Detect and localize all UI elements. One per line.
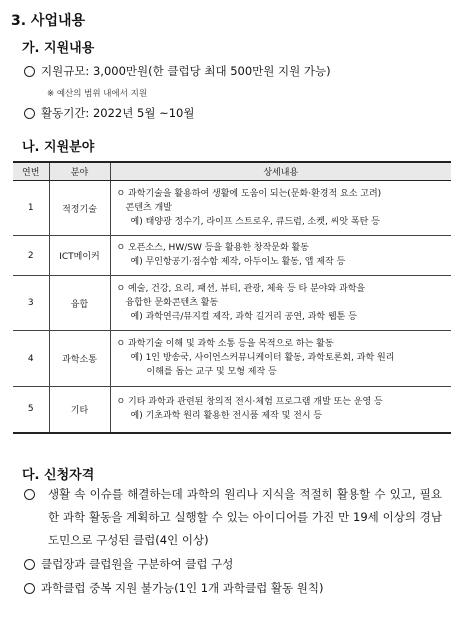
row-detail: ㅇ 오픈소스, HW/SW 등을 활용한 창작문화 활동 예) 무인항공기·점수함 제작, 아두이노 활동, 앱 제작 등 — [110, 236, 451, 276]
row-detail: ㅇ 기타 과학과 관련된 창의적 전시·체험 프로그램 개발 또는 운영 등 예) 기초과학 원리 활용한 전시품 제작 및 전시 등 — [110, 387, 451, 433]
row-field: 융합 — [49, 276, 110, 331]
support-scale-item — [24, 63, 331, 79]
circle-bullet-icon — [24, 583, 35, 594]
row-no: 1 — [13, 181, 49, 236]
row-detail: ㅇ 과학기술을 활용하여 생활에 도움이 되는(문화·환경적 요소 고려) 콘텐츠 개발 예) 태양광 정수기, 라이프 스트로우, 큐드럼, 소켓, 씨앗 폭탄 등 — [110, 181, 451, 236]
subsection-title-eligibility: 다. 신청자격 — [22, 468, 95, 483]
row-field: 적정기술 — [49, 181, 110, 236]
table-row — [13, 236, 451, 276]
table-row — [13, 276, 451, 331]
row-no: 3 — [13, 276, 49, 331]
row-detail: ㅇ 예술, 건강, 요리, 패션, 뷰티, 관광, 체육 등 타 분야와 과학을 융합한 문화콘텐츠 활동 예) 과학연극/뮤지컬 제작, 과학 길거리 공연, 과학 웹툰 등 — [110, 276, 451, 331]
circle-bullet-icon — [24, 559, 35, 570]
row-no: 5 — [13, 387, 49, 433]
table-row — [13, 331, 451, 387]
header-field: 분야 — [49, 162, 110, 181]
table-header-row — [13, 162, 451, 181]
circle-bullet-icon — [24, 489, 35, 500]
circle-bullet-icon — [24, 108, 35, 119]
eligibility-item-3 — [24, 580, 323, 596]
activity-period-item — [24, 105, 194, 121]
subsection-title-fields: 나. 지원분야 — [22, 140, 95, 155]
activity-period-text: 활동기간: 2022년 5월 ~10월 — [41, 106, 195, 120]
row-no: 4 — [13, 331, 49, 387]
header-no: 연번 — [13, 162, 49, 181]
row-field: ICT메이커 — [49, 236, 110, 276]
budget-note: ※ 예산의 범위 내에서 지원 — [47, 89, 148, 99]
support-scale-text: 지원규모: 3,000만원(한 클럽당 최대 500만원 지원 가능) — [41, 64, 331, 78]
eligibility-text-2: 클럽장과 클럽원을 구분하여 클럽 구성 — [41, 557, 234, 571]
row-detail: ㅇ 과학기술 이해 및 과학 소통 등을 목적으로 하는 활동 예) 1인 방송국, 사이언스커뮤니케이터 활동, 과학토론회, 과학 원리 이해를 돕는 교구 및 모형 제작 등 — [110, 331, 451, 387]
row-no: 2 — [13, 236, 49, 276]
eligibility-text-1: 생활 속 이슈를 해결하는데 과학의 원리나 지식을 적절히 활용할 수 있고, 필요한 과학 활동을 계획하고 실행할 수 있는 아이디어를 가진 만 19세 이상의 경남도민으로 구성된 클럽(4인 이상) — [48, 487, 442, 547]
subsection-title-support: 가. 지원내용 — [22, 41, 95, 56]
table-row — [13, 181, 451, 236]
section-title: 3. 사업내용 — [11, 13, 86, 29]
support-fields-table — [13, 161, 451, 434]
header-detail: 상세내용 — [110, 162, 451, 181]
eligibility-item-2 — [24, 556, 233, 572]
circle-bullet-icon — [24, 66, 35, 77]
eligibility-text-3: 과학클럽 중복 지원 불가능(1인 1개 과학클럽 활동 원칙) — [41, 581, 324, 595]
eligibility-item-1 — [24, 483, 442, 552]
row-field: 과학소통 — [49, 331, 110, 387]
row-field: 기타 — [49, 387, 110, 433]
table-row — [13, 387, 451, 433]
